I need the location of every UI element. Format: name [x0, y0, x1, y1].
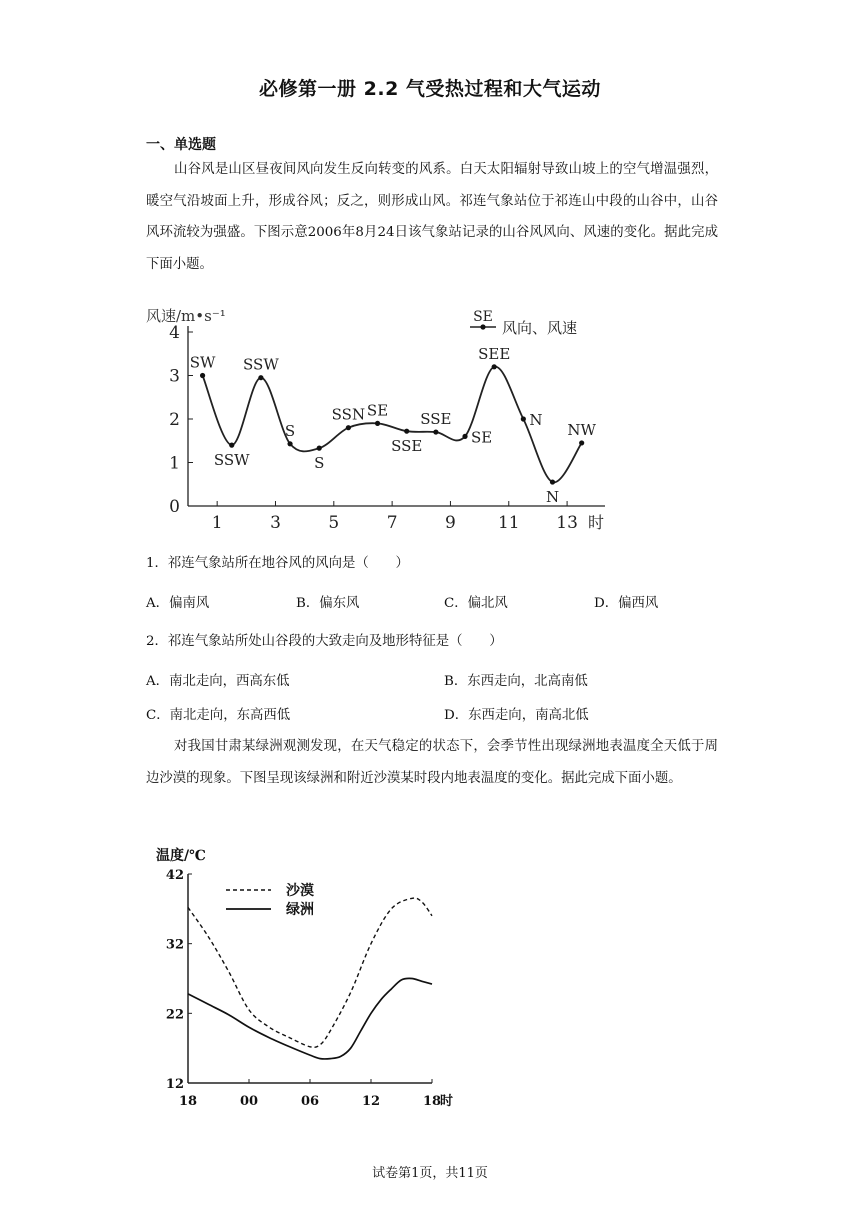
page-title: 必修第一册 2.2 气受热过程和大气运动 [259, 78, 601, 100]
x-tick-label: 06 [300, 1094, 320, 1109]
wind-direction-label: S [314, 454, 325, 473]
y-tick-label: 4 [169, 323, 180, 343]
x-tick-label: 1 [211, 513, 223, 532]
option-text: 偏南风 [169, 596, 210, 611]
y-tick-label: 22 [165, 1007, 184, 1023]
passage-valley-wind: 山谷风是山区昼夜间风向发生反向转变的风系。白天太阳辐射导致山坡上的空气增温强烈，暖空气沿坡面上升，形成谷风；反之，则形成山风。祁连气象站位于祁连山中段的山谷中，山谷风环流较为强盛。下图示意2006年8月24日该气象站记录的山谷风风向、风速的变化。据此完成下面小题。 [146, 162, 718, 272]
option-key: A． [146, 674, 170, 689]
wind-series-line [203, 367, 582, 483]
question-number: 2． [146, 634, 168, 649]
x-tick-label: 00 [239, 1094, 259, 1109]
wind-point [462, 434, 467, 439]
q2-option-d[interactable] [444, 704, 589, 723]
x-axis-unit: 时 [588, 513, 605, 532]
wind-direction-label: N [529, 411, 543, 429]
q2-option-b[interactable] [444, 670, 588, 689]
x-tick-label: 12 [361, 1094, 381, 1109]
option-text: 南北走向，西高东低 [169, 674, 290, 689]
x-tick-label: 9 [445, 513, 456, 532]
option-text: 偏北风 [467, 596, 508, 611]
question-stem: 祁连气象站所处山谷段的大致走向及地形特征是（ ） [167, 634, 503, 649]
x-axis-unit: 时 [440, 1094, 454, 1109]
option-key: B． [444, 674, 468, 689]
option-key: C． [146, 708, 170, 723]
wind-point [433, 429, 438, 434]
option-text: 东西走向，南高北低 [468, 708, 589, 723]
wind-point [550, 479, 555, 484]
wind-direction-label: SE [366, 401, 389, 420]
y-axis-label: 风速/m•s⁻¹ [146, 307, 226, 325]
legend-label: 绿洲 [286, 902, 314, 918]
wind-point [579, 440, 584, 445]
question-1 [146, 552, 409, 571]
question-2 [146, 630, 503, 649]
legend-marker [480, 324, 485, 329]
wind-direction-label: SSN [331, 405, 366, 424]
passage-oasis: 对我国甘肃某绿洲观测发现，在天气稳定的状态下，会季节性出现绿洲地表温度全天低于周边沙漠的现象。下图呈现该绿洲和附近沙漠某时段内地表温度的变化。据此完成下面小题。 [146, 739, 718, 786]
wind-speed-chart [140, 300, 620, 532]
wind-point [200, 373, 205, 378]
legend-text: 风向、风速 [502, 319, 578, 337]
wind-point [404, 429, 409, 434]
wind-point [229, 443, 234, 448]
wind-point [492, 364, 497, 369]
q2-option-c[interactable] [146, 704, 290, 723]
option-text: 偏西风 [618, 596, 659, 611]
option-key: D． [594, 596, 619, 611]
x-tick-label: 7 [386, 513, 398, 532]
page-footer: 试卷第1页，共11页 [372, 1166, 488, 1181]
wind-direction-label: SSW [213, 451, 250, 470]
wind-direction-label: N [545, 488, 560, 507]
wind-direction-label: SEE [478, 344, 511, 363]
wind-point [521, 416, 526, 421]
question-stem: 祁连气象站所在地谷风的风向是（ ） [167, 556, 409, 571]
q1-option-a[interactable] [146, 592, 209, 611]
option-key: C． [444, 596, 468, 611]
x-tick-label: 11 [497, 513, 520, 532]
q2-option-a[interactable] [146, 670, 290, 689]
x-tick-label: 5 [328, 513, 340, 532]
wind-direction-label: SW [189, 353, 216, 372]
option-text: 南北走向，东高西低 [169, 708, 291, 723]
x-tick-label: 18 [178, 1094, 198, 1109]
legend-label: 沙漠 [286, 883, 314, 899]
x-tick-label: 18 [422, 1094, 442, 1109]
option-key: D． [444, 708, 469, 723]
option-text: 偏东风 [319, 596, 360, 611]
wind-point [258, 375, 263, 380]
wind-direction-label: NW [567, 420, 596, 439]
wind-direction-label: SSE [391, 437, 423, 456]
y-axis-label: 温度/℃ [156, 848, 206, 864]
wind-point [287, 441, 292, 446]
wind-point [317, 446, 322, 451]
q1-option-b[interactable] [296, 592, 359, 611]
q1-option-d[interactable] [594, 592, 658, 611]
question-number: 1． [146, 556, 168, 571]
wind-point [375, 421, 380, 426]
y-tick-label: 32 [165, 937, 184, 953]
section-heading: 一、单选题 [146, 137, 216, 153]
temperature-series-desert [188, 898, 432, 1047]
option-text: 东西走向，北高南低 [467, 674, 588, 689]
legend-symbol-label: SE [473, 309, 493, 325]
wind-point [346, 425, 351, 430]
wind-direction-label: S [284, 421, 296, 440]
q1-option-c[interactable] [444, 592, 508, 611]
wind-direction-label: SSW [243, 355, 279, 374]
y-tick-label: 42 [165, 868, 184, 883]
wind-direction-label: SE [471, 428, 493, 447]
y-tick-label: 2 [169, 410, 180, 430]
option-key: A． [146, 596, 170, 611]
surface-temperature-chart [140, 838, 480, 1116]
y-tick-label: 1 [169, 453, 180, 474]
y-tick-label: 12 [165, 1077, 184, 1092]
y-tick-label: 3 [169, 366, 180, 387]
x-tick-label: 3 [270, 513, 281, 532]
option-key: B． [296, 596, 320, 611]
y-tick-label: 0 [169, 497, 180, 517]
wind-direction-label: SSE [420, 410, 452, 429]
x-tick-label: 13 [556, 513, 578, 532]
